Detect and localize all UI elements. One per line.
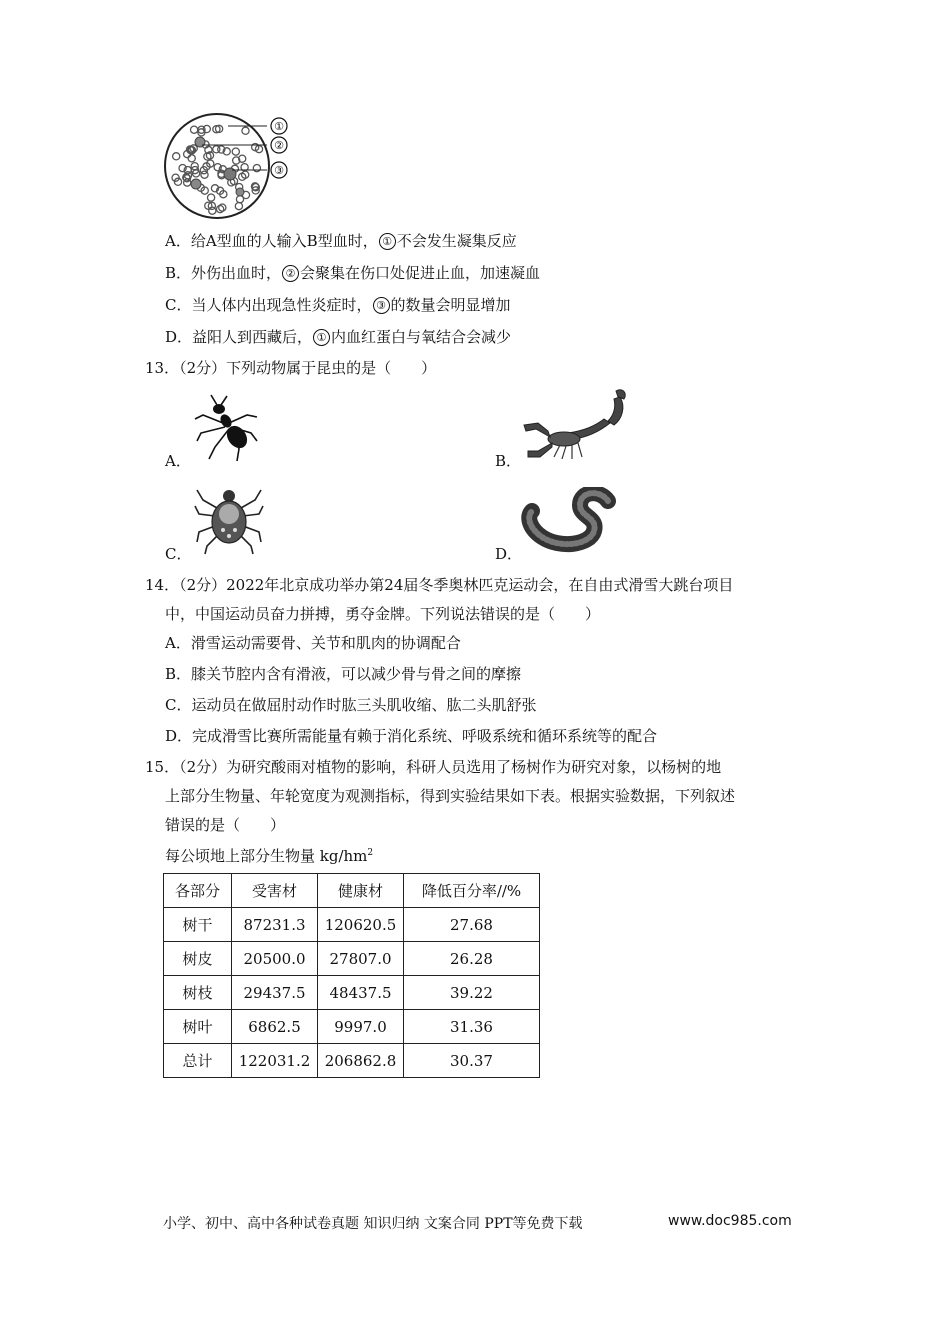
table-caption: 每公顷地上部分生物量 $kg/hm^2$ [165,847,374,865]
q12-option-b: B．外伤出血时， ② 会聚集在伤口处促进止血，加速凝血 [165,264,541,282]
header-cell: 受害材 [232,874,318,908]
q12-option-d: D．益阳人到西藏后， ① 内血红蛋白与氧结合会减少 [165,328,512,346]
blood-smear-figure [160,112,295,224]
table-cell: 26.28 [404,942,540,976]
table-cell: 树枝 [164,976,232,1010]
table-cell: 9997.0 [318,1010,404,1044]
label-1: ① [274,120,284,133]
centipede-worm-icon [520,487,618,557]
table-cell: 6862.5 [232,1010,318,1044]
table-cell: 31.36 [404,1010,540,1044]
q13-option-d-letter: D． [495,545,523,563]
table-cell: 30.37 [404,1044,540,1078]
table-row [164,908,540,942]
q13-option-c-letter: C． [165,545,192,563]
table-cell: 树皮 [164,942,232,976]
q13-option-a-letter: A． [165,452,191,470]
label-3: ③ [274,164,284,177]
table-cell: 树干 [164,908,232,942]
q12-option-a: A．给A型血的人输入B型血时， ① 不会发生凝集反应 [165,232,517,250]
ant-icon [193,393,261,463]
tick-icon [193,480,265,558]
q12-option-c: C．当人体内出现急性炎症时， ③ 的数量会明显增加 [165,296,511,314]
table-cell: 87231.3 [232,908,318,942]
biomass-table [163,873,540,1078]
q14-stem-line2: 中，中国运动员奋力拼搏，勇夺金牌。下列说法错误的是（ ） [165,605,601,623]
q15-stem-line3: 错误的是（ ） [165,816,286,834]
table-cell: 39.22 [404,976,540,1010]
header-cell: 健康材 [318,874,404,908]
table-row [164,976,540,1010]
table-cell: 122031.2 [232,1044,318,1078]
table-cell: 20500.0 [232,942,318,976]
footer-text: 小学、初中、高中各种试卷真题 知识归纳 文案合同 PPT等免费下载 [163,1216,583,1232]
header-cell: 各部分 [164,874,232,908]
table-row [164,942,540,976]
table-cell: 27.68 [404,908,540,942]
q14-stem-line1: 14．（2分）2022年北京成功举办第24届冬季奥林匹克运动会，在自由式滑雪大跳台项目 [145,576,734,594]
table-header-row [164,874,540,908]
table-row [164,1010,540,1044]
table-cell: 树叶 [164,1010,232,1044]
table-cell: 27807.0 [318,942,404,976]
q14-option-b: B．膝关节腔内含有滑液，可以减少骨与骨之间的摩擦 [165,665,522,683]
table-cell: 48437.5 [318,976,404,1010]
q14-option-c: C．运动员在做屈肘动作时肱三头肌收缩、肱二头肌舒张 [165,696,537,714]
scorpion-icon [522,385,630,465]
label-2: ② [274,139,284,152]
q14-option-a: A．滑雪运动需要骨、关节和肌肉的协调配合 [165,634,461,652]
table-cell: 120620.5 [318,908,404,942]
footer-url[interactable]: www.doc985.com [668,1213,792,1229]
q15-stem-line2: 上部分生物量、年轮宽度为观测指标，得到实验结果如下表。根据实验数据，下列叙述 [165,787,736,805]
table-cell: 29437.5 [232,976,318,1010]
q13-option-b-letter: B． [495,452,522,470]
table-cell: 206862.8 [318,1044,404,1078]
q13-stem: 13．（2分）下列动物属于昆虫的是（ ） [145,359,437,377]
header-cell: 降低百分率//% [404,874,540,908]
table-row [164,1044,540,1078]
q14-option-d: D．完成滑雪比赛所需能量有赖于消化系统、呼吸系统和循环系统等的配合 [165,727,658,745]
q15-stem-line1: 15．（2分）为研究酸雨对植物的影响，科研人员选用了杨树作为研究对象，以杨树的地 [145,758,722,776]
table-cell: 总计 [164,1044,232,1078]
